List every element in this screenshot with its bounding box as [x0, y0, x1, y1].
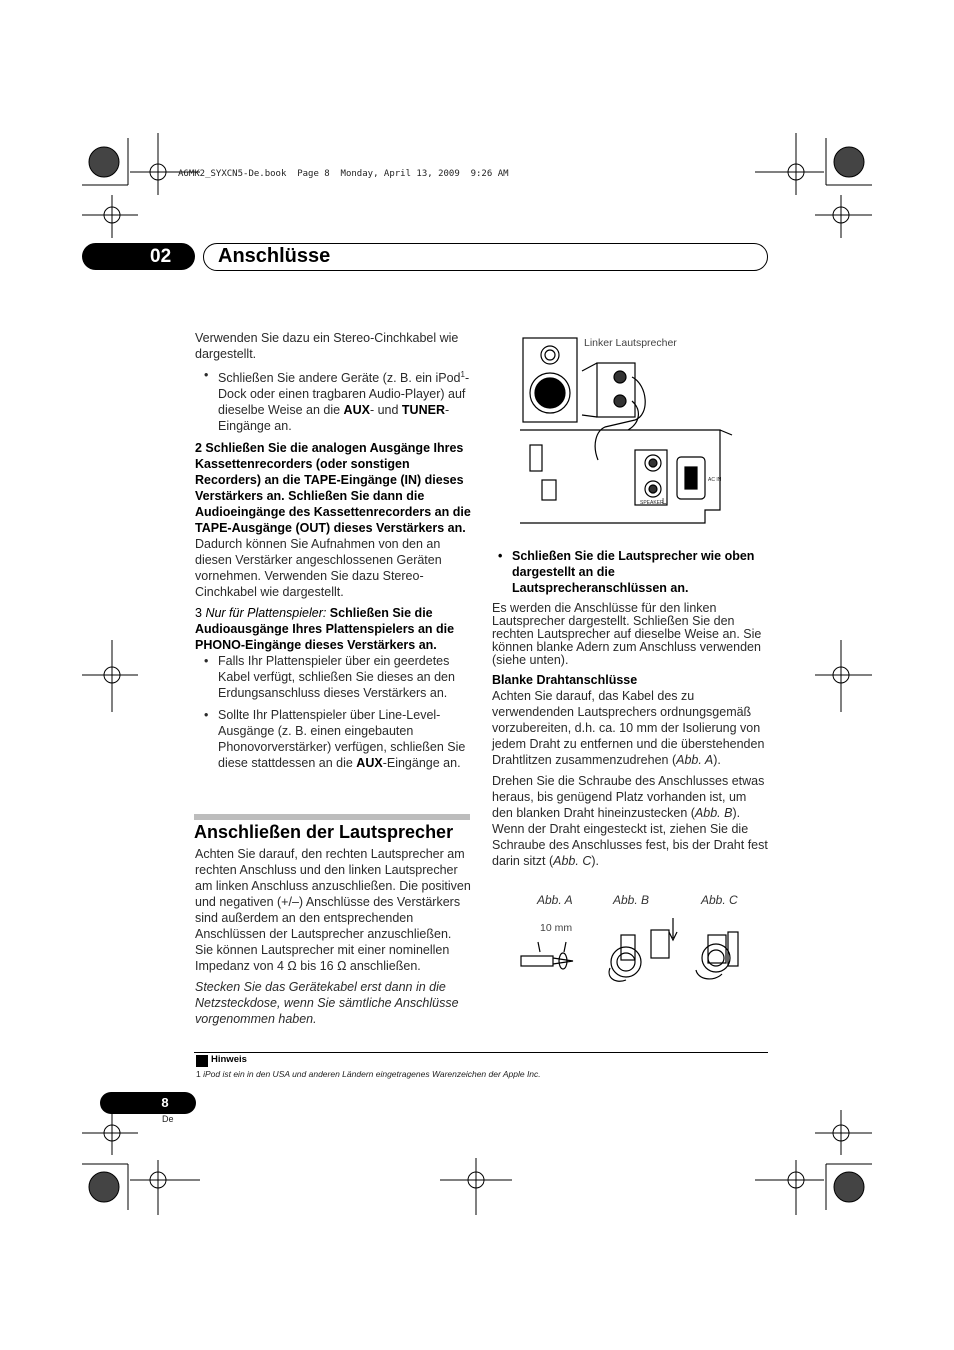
- diagram-label-l: L: [662, 497, 667, 506]
- figure-b-label: Abb. B: [613, 893, 650, 907]
- speaker-connection-diagram: [520, 335, 735, 535]
- section-body: [195, 846, 471, 1032]
- diagram-label-left-speaker: Linker Lautsprecher: [584, 337, 677, 349]
- paragraph-2: Drehen Sie die Schraube des Anschlusses etwas heraus, bis genügend Platz vorhanden ist, um den blanken Draht hineinzustecken (Abb. B). Wenn der Draht eingesteckt ist, ziehen Sie die Schraube des Anschlusses fest, bis der Draht fest darin sitzt (Abb. C).: [492, 774, 768, 868]
- list-item: • Schließen Sie die Lautsprecher wie oben dargestellt an die Lautsprecheranschlüssen an.: [512, 548, 768, 596]
- bullet-list-3: [195, 653, 471, 771]
- right-bullet-body: Es werden die Anschlüsse für den linken Lautsprecher dargestellt. Schließen Sie den rechten Lautsprecher auf dieselbe Weise an. Sie können blanke Adern zum Anschluss verwenden (siehe unten).: [492, 601, 762, 667]
- bullet-list-1: [195, 367, 471, 434]
- section-title: Anschließen der Lautsprecher: [194, 822, 454, 842]
- figure-c-label: Abb. C: [701, 893, 738, 907]
- diagram-label-acin: AC IN: [708, 477, 722, 483]
- left-column: [195, 330, 471, 777]
- list-item: • Falls Ihr Plattenspieler über ein geerdetes Kabel verfügt, schließen Sie dieses an den Erdungsanschluss dieses Verstärkers an.: [218, 653, 471, 701]
- hint-label: Hinweis: [211, 1054, 247, 1065]
- wire-figures: [518, 910, 748, 985]
- chapter-number: 02: [150, 246, 172, 267]
- step-2-title: 2 Schließen Sie die analogen Ausgänge Ihres Kassettenrecorders (oder sonstigen Recorders) an die TAPE-Eingänge (IN) dieses Verstärkers an. Schließen Sie dann die Audioeingänge des Kassettenrecorders an die TAPE-Ausgänge (OUT) dieses Verstärkers an.: [195, 441, 471, 536]
- section-text: Achten Sie darauf, den rechten Lautsprecher am rechten Anschluss und den linken Lautsprecher am linken Anschluss anzuschließen. Die positiven und negativen (+/–) Anschlüsse des Verstärkers sind außerdem an den entsprechenden Anschlüssen der Lautsprecher anzuschließen. Sie können Lautsprecher mit einer nominellen Impedanz von 4 Ω bis 16 Ω anschließen.: [195, 847, 471, 973]
- diagram-label-speaker: SPEAKER: [640, 500, 664, 506]
- figure-a-label: Abb. A: [537, 893, 573, 907]
- intro-text: Verwenden Sie dazu ein Stereo-Cinchkabel wie dargestellt.: [195, 331, 459, 361]
- hint-divider: [194, 1052, 768, 1053]
- step-2-body: Dadurch können Sie Aufnahmen von den an diesen Verstärker angeschlossenen Geräten vornehmen. Verwenden Sie dazu Stereo-Cinchkabel wie dargestellt.: [195, 537, 442, 600]
- paragraph-1: Achten Sie darauf, das Kabel des zu verwendenden Lautsprechers ordnungsgemäß vorzubereiten, d.h. ca. 10 mm der Isolierung von jedem Draht zu entfernen und die überstehenden Drahtlitzen zusammenzudrehen (Abb. A).: [492, 689, 765, 767]
- figure-a-mm-label: 10 mm: [540, 922, 573, 934]
- section-note: Stecken Sie das Gerätekabel erst dann in die Netzsteckdose, wenn Sie sämtliche Anschlüsse vorgenommen haben.: [195, 980, 459, 1026]
- list-item: • Sollte Ihr Plattenspieler über Line-Level-Ausgänge (z. B. einen eingebauten Phonovorverstärker) verfügen, schließen Sie diese stattdessen an die AUX-Eingänge an.: [218, 707, 471, 771]
- subsection-title: Blanke Drahtanschlüsse: [492, 673, 638, 687]
- right-column: [492, 548, 768, 874]
- page-number: 8: [161, 1095, 169, 1110]
- footnote: 1 iPod ist ein in den USA und anderen Ländern eingetragenes Warenzeichen der Apple Inc.: [196, 1069, 541, 1079]
- list-item: • Schließen Sie andere Geräte (z. B. ein iPod$^1$-Dock oder einen tragbaren Audio-Player) auf dieselbe Weise an die AUX- und TUNER-Eingänge an.: [218, 367, 471, 434]
- page-tab: [100, 1092, 196, 1114]
- chapter-title: Anschlüsse: [218, 245, 331, 267]
- page-language: De: [162, 1114, 174, 1124]
- step-3-title: 3 Nur für Plattenspieler: Schließen Sie die Audioausgänge Ihres Plattenspielers an die PHONO-Eingänge dieses Verstärkers an.: [195, 606, 455, 653]
- book-info-line: A6MK2_SYXCN5-De.book Page 8 Monday, April 13, 2009 9:26 AM: [178, 169, 509, 179]
- note-icon: [196, 1055, 208, 1067]
- bullet-list-right: [492, 548, 768, 596]
- section-divider: [194, 814, 470, 820]
